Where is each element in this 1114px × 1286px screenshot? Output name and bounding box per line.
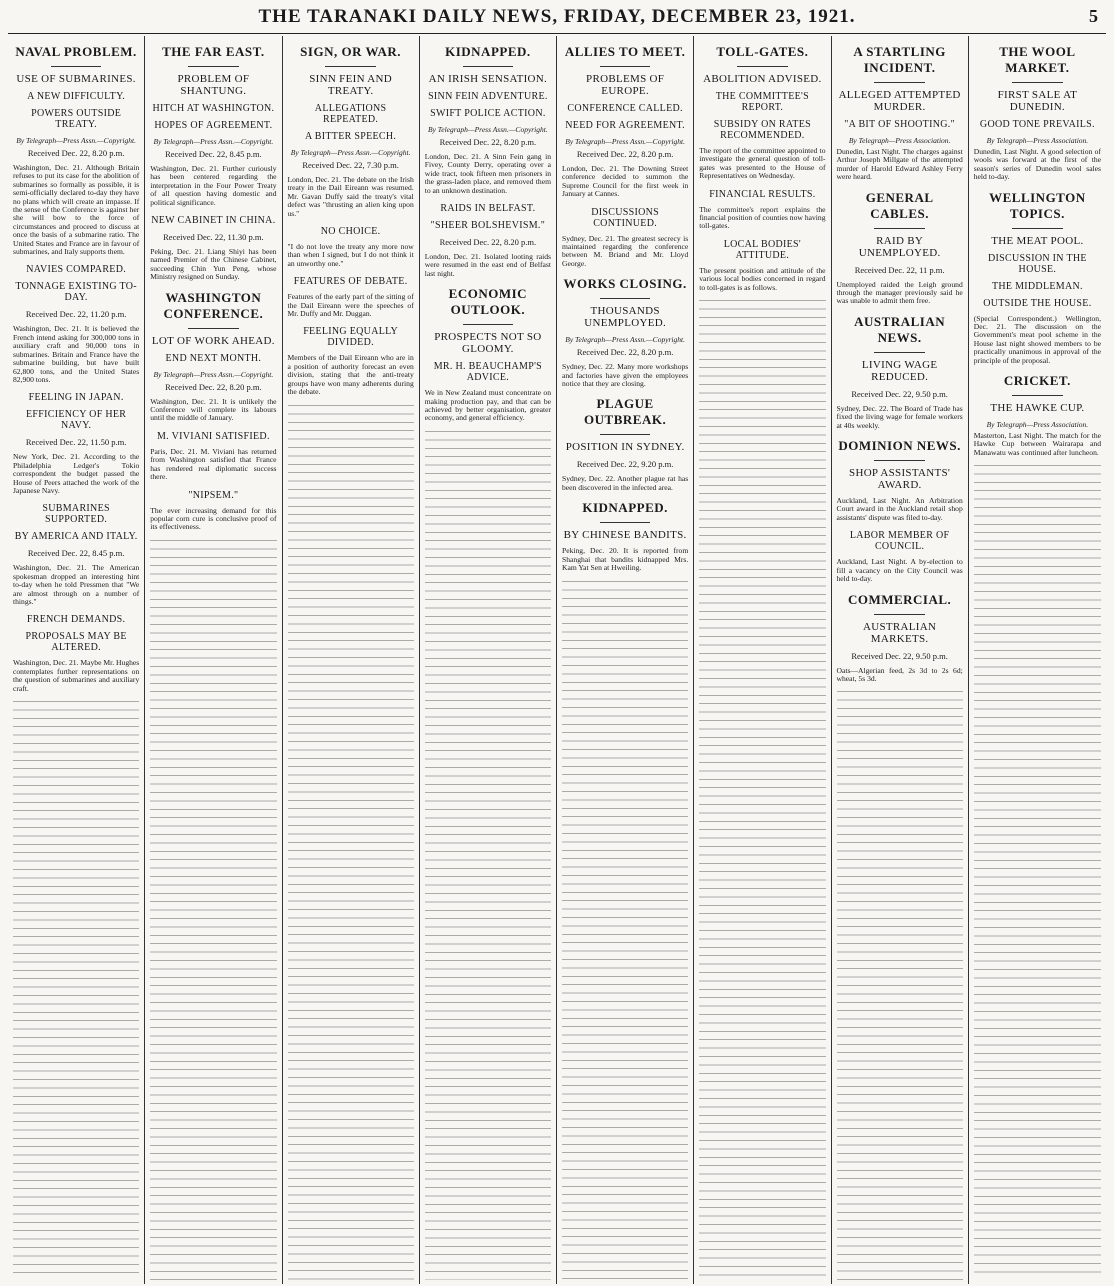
article-subheading: CONFERENCE CALLED.: [567, 103, 683, 114]
article-subheading: PROSPECTS NOT SO GLOOMY.: [434, 331, 542, 356]
article-subheading: FEELING EQUALLY DIVIDED.: [303, 326, 399, 349]
received-time: Received Dec. 22, 8.20 p.m.: [576, 347, 674, 358]
article-subheading: TONNAGE EXISTING TO-DAY.: [15, 281, 137, 304]
received-time: Received Dec. 22, 11 p.m.: [854, 264, 945, 275]
article-headline: ALLIES TO MEET.: [564, 44, 686, 59]
article-subheading: DISCUSSIONS CONTINUED.: [591, 206, 659, 229]
article-body: The committee's report explains the financial position of counties now having toll-gates.: [699, 204, 826, 231]
column-1: [8, 36, 145, 1284]
byline: By Telegraph—Press Assn.—Copyright.: [565, 137, 685, 146]
article-headline: SIGN, OR WAR.: [300, 44, 402, 59]
divider-rule: [874, 352, 925, 353]
article-body: London, Dec. 21. The Downing Street conference decided to summon the Supreme Council for the first week in January at Cannes.: [562, 164, 689, 199]
article-section: [562, 396, 688, 492]
article-subheading: SWIFT POLICE ACTION.: [430, 108, 546, 119]
article-headline: THE FAR EAST.: [162, 44, 265, 59]
column-text-lines: [425, 431, 551, 1280]
article-subheading: BY CHINESE BANDITS.: [563, 529, 687, 542]
article-section: [562, 500, 688, 572]
article-headline: ECONOMIC OUTLOOK.: [448, 286, 528, 318]
divider-rule: [874, 614, 925, 615]
columns-grid: [8, 36, 1106, 1284]
byline: By Telegraph—Press Association.: [986, 136, 1089, 145]
article-section: [837, 530, 963, 583]
article-subheading: GOOD TONE PREVAILS.: [979, 119, 1095, 130]
article-subheading: LOT OF WORK AHEAD.: [151, 334, 275, 347]
article-subheading: THE COMMITTEE'S REPORT.: [715, 91, 809, 113]
article-subheading: LOCAL BODIES' ATTITUDE.: [723, 238, 802, 261]
divider-rule: [325, 66, 376, 67]
column-3: [283, 36, 420, 1284]
article-body: Dunedin, Last Night. The charges against Arthur Joseph Millgate of the attempted murder of Harold Edward Ashley Ferry were heard.: [836, 147, 963, 182]
byline: By Telegraph—Press Assn.—Copyright.: [16, 136, 136, 145]
article-subheading: "NIPSEM.": [188, 489, 239, 501]
article-section: [288, 276, 414, 318]
article-subheading: SINN FEIN AND TREATY.: [309, 73, 392, 97]
byline: By Telegraph—Press Association.: [848, 136, 951, 145]
article-section: [13, 503, 139, 606]
article-section: [288, 326, 414, 396]
column-text-lines: [288, 405, 414, 1280]
article-section: [13, 392, 139, 495]
article-subheading: EFFICIENCY OF HER NAVY.: [25, 409, 127, 432]
article-body: Sydney, Dec. 22. Another plague rat has been discovered in the infected area.: [562, 474, 689, 492]
article-body: Sydney, Dec. 21. The greatest secrecy is maintained regarding the conference between M. Briand and Mr. Lloyd George.: [562, 233, 689, 268]
divider-rule: [1012, 395, 1063, 396]
divider-rule: [874, 82, 925, 83]
article-body: Features of the early part of the sitting of the Dail Eireann were the speeches of Mr. Duffy and Mr. Duggan.: [287, 292, 414, 319]
received-time: Received Dec. 22, 8.45 p.m.: [27, 548, 125, 559]
column-8: [969, 36, 1106, 1284]
received-time: Received Dec. 22, 11.20 p.m.: [25, 309, 127, 320]
article-section: [837, 314, 963, 430]
article-subheading: NAVIES COMPARED.: [26, 264, 127, 276]
article-section: [837, 592, 963, 684]
column-text-lines: [699, 300, 825, 1280]
article-body: London, Dec. 21. Isolated looting raids were resumed in the east end of Belfast last night.: [424, 252, 551, 278]
divider-rule: [1012, 82, 1063, 83]
article-subheading: A BITTER SPEECH.: [305, 131, 397, 142]
article-section: [150, 431, 276, 482]
article-section: [150, 490, 276, 532]
article-section: [974, 190, 1101, 365]
column-6: [694, 36, 831, 1284]
article-section: [425, 203, 551, 278]
article-section: [150, 44, 276, 207]
column-5: [557, 36, 694, 1284]
article-subheading: PROBLEMS OF EUROPE.: [586, 73, 665, 97]
article-headline: WASHINGTON CONFERENCE.: [163, 289, 264, 321]
divider-rule: [600, 298, 651, 299]
article-section: [562, 276, 688, 388]
article-section: [150, 290, 276, 423]
article-body: Dunedin, Last Night. A good selection of wools was forward at the first of the season's series of Dunedin wool sales held to-day.: [973, 147, 1101, 182]
article-body: The report of the committee appointed to investigate the general question of toll-gates was presented to the House of Representatives on Wednesday.: [699, 146, 826, 181]
article-subheading: DISCUSSION IN THE HOUSE.: [987, 252, 1087, 275]
divider-rule: [600, 66, 651, 67]
article-subheading: HITCH AT WASHINGTON.: [152, 103, 275, 114]
article-subheading: AN IRISH SENSATION.: [428, 73, 548, 85]
article-section: [699, 189, 825, 231]
article-subheading: SINN FEIN ADVENTURE.: [428, 91, 548, 102]
article-subheading: POSITION IN SYDNEY.: [565, 441, 685, 454]
article-headline: DOMINION NEWS.: [838, 438, 961, 454]
column-4: [420, 36, 557, 1284]
article-headline: COMMERCIAL.: [847, 591, 952, 607]
article-body: We in New Zealand must concentrate on making production pay, and that can be achieved by better organisation, greater economy, and general efficiency.: [424, 388, 551, 423]
article-headline: WORKS CLOSING.: [563, 276, 687, 292]
article-subheading: USE OF SUBMARINES.: [16, 73, 136, 85]
article-body: Sydney, Dec. 22. The Board of Trade has fixed the living wage for female workers at 40s weekly.: [836, 403, 963, 430]
article-section: [425, 286, 551, 423]
article-subheading: NEED FOR AGREEMENT.: [565, 120, 685, 131]
article-section: [13, 44, 139, 256]
article-subheading: PROBLEM OF SHANTUNG.: [177, 73, 250, 97]
article-subheading: LIVING WAGE REDUCED.: [861, 358, 938, 383]
article-headline: GENERAL CABLES.: [865, 189, 934, 221]
article-subheading: THE HAWKE CUP.: [990, 402, 1085, 415]
received-time: Received Dec. 22, 9.50 p.m.: [851, 388, 948, 399]
divider-rule: [874, 228, 925, 229]
received-time: Received Dec. 22, 11.30 p.m.: [163, 232, 264, 243]
article-section: [699, 44, 825, 181]
article-body: Washington, Dec. 21. Although Britain refuses to put its case for the abolition of submarines so formally as possible, it is semi-officially declared to-day they have no plans which will create an impasse. If the sense of the Conference is against her she will bow to the force of circumstances and proceed to discuss at once the basis of a submarine ratio. The United States and France are in favour of submarines, and Italy supports them.: [13, 163, 140, 257]
article-subheading: FINANCIAL RESULTS.: [709, 188, 816, 200]
article-section: [425, 44, 551, 195]
article-body: Washington, Dec. 21. Maybe Mr. Hughes contemplates further representations on the question of submarines and auxiliary craft.: [13, 658, 140, 693]
article-body: Sydney, Dec. 22. Many more workshops and factories have given the employees notice that they are closing.: [562, 362, 689, 389]
article-body: The present position and attitude of the various local bodies concerned in regard to toll-gates is as follows.: [699, 265, 826, 292]
article-section: [562, 207, 688, 269]
article-body: Peking, Dec. 20. It is reported from Shanghai that bandits kidnapped Mrs. Kam Yat Sen at Hweiling.: [562, 546, 689, 573]
divider-rule: [600, 434, 651, 435]
article-headline: WELLINGTON TOPICS.: [989, 189, 1086, 221]
article-section: [837, 190, 963, 306]
article-headline: KIDNAPPED.: [582, 500, 668, 516]
received-time: Received Dec. 22, 9.20 p.m.: [576, 459, 674, 470]
article-subheading: THE MEAT POOL.: [991, 234, 1084, 247]
column-text-lines: [150, 540, 276, 1280]
article-subheading: A NEW DIFFICULTY.: [27, 91, 126, 102]
article-body: Peking, Dec. 21. Liang Shiyi has been named Premier of the Chinese Cabinet, succeeding Chin Yun Peng, whose Ministry resigned on Sunday.: [150, 247, 277, 282]
article-body: Washington, Dec. 21. It is believed the French intend asking for 300,000 tons in auxiliary craft and 90,000 tons in submarines. Britain and France have the submarine building, but have built 62,800 tons, and the United States 82,900 tons.: [13, 324, 140, 384]
article-body: Washington, Dec. 21. The American spokesman dropped an interesting hint to-day when he told Pressmen that "We are almost through on a number of things.": [13, 563, 140, 606]
article-section: [837, 438, 963, 522]
byline: By Telegraph—Press Assn.—Copyright.: [153, 137, 274, 146]
article-subheading: MR. H. BEAUCHAMP'S ADVICE.: [433, 361, 543, 384]
received-time: Received Dec. 22, 8.20 p.m.: [27, 148, 125, 158]
article-body: Auckland, Last Night. A by-election to fill a vacancy on the City Council was held to-day.: [836, 557, 963, 584]
article-subheading: "A BIT OF SHOOTING.": [844, 119, 955, 130]
byline: By Telegraph—Press Assn.—Copyright.: [565, 335, 685, 345]
article-headline: A STARTLING INCIDENT.: [853, 44, 946, 75]
article-body: London, Dec. 21. The debate on the Irish treaty in the Dail Eireann was resumed. Mr. Gavan Duffy said the treaty's vital defect was "thrusting an alien king upon us.": [287, 175, 414, 218]
article-section: [288, 44, 414, 218]
article-body: Washington, Dec. 21. Further curiously has been centered regarding the interpretation in the Four Power Treaty of all question having domestic and political significance.: [150, 164, 277, 207]
article-body: "I do not love the treaty any more now than when I signed, but I do not think it an unworthy one.": [287, 242, 414, 268]
article-section: [974, 44, 1101, 182]
article-subheading: ABOLITION ADVISED.: [703, 73, 822, 85]
article-body: Washington, Dec. 21. It is unlikely the Conference will complete its labours until the middle of January.: [150, 396, 277, 423]
received-time: Received Dec. 22, 9.50 p.m.: [851, 650, 948, 661]
byline: By Telegraph—Press Assn.—Copyright.: [290, 148, 411, 157]
received-time: Received Dec. 22, 8.20 p.m.: [576, 149, 674, 159]
received-time: Received Dec. 22, 8.20 p.m.: [439, 137, 537, 147]
article-body: Unemployed raided the Leigh ground through the manager previously said he was unable to admit them free.: [836, 279, 963, 306]
article-subheading: END NEXT MONTH.: [165, 352, 262, 364]
article-subheading: SUBSIDY ON RATES RECOMMENDED.: [713, 119, 811, 141]
article-subheading: M. VIVIANI SATISFIED.: [156, 430, 270, 442]
article-body: Masterton, Last Night. The match for the Hawke Cup between Wairarapa and Manawatu was continued after luncheon.: [973, 431, 1101, 457]
article-subheading: RAID BY UNEMPLOYED.: [858, 234, 941, 259]
divider-rule: [737, 66, 788, 67]
article-section: [13, 264, 139, 384]
column-7: [832, 36, 969, 1284]
article-subheading: PROPOSALS MAY BE ALTERED.: [25, 631, 127, 654]
received-time: Received Dec. 22, 8.20 p.m.: [165, 381, 262, 392]
byline: By Telegraph—Press Assn.—Copyright.: [153, 369, 274, 379]
divider-rule: [1012, 228, 1063, 229]
article-subheading: FRENCH DEMANDS.: [26, 614, 126, 626]
byline: By Telegraph—Press Association.: [986, 420, 1089, 430]
article-body: Paris, Dec. 21. M. Viviani has returned from Washington satisfied that France has rendered real diplomatic success there.: [150, 446, 277, 482]
divider-rule: [188, 66, 239, 67]
article-subheading: LABOR MEMBER OF COUNCIL.: [849, 530, 950, 553]
article-subheading: FIRST SALE AT DUNEDIN.: [997, 89, 1078, 113]
article-subheading: OUTSIDE THE HOUSE.: [983, 297, 1092, 309]
article-subheading: "SHEER BOLSHEVISM.": [430, 220, 546, 232]
article-section: [288, 226, 414, 268]
received-time: Received Dec. 22, 8.20 p.m.: [439, 237, 537, 248]
masthead-title: THE TARANAKI DAILY NEWS, FRIDAY, DECEMBER 23, 1921.: [258, 6, 856, 27]
article-subheading: POWERS OUTSIDE TREATY.: [31, 108, 122, 130]
article-body: London, Dec. 21. A Sinn Fein gang in Fivey, County Derry, operating over a wide tract, took fifteen men prisoners in the grass-laden place, and removed them to an unknown destination.: [424, 152, 551, 195]
article-body: Auckland, Last Night. An Arbitration Court award in the Auckland retail shop assistants' dispute was filed to-day.: [836, 496, 963, 522]
article-body: The ever increasing demand for this popular corn cure is conclusive proof of its effectiveness.: [150, 505, 277, 532]
column-text-lines: [974, 465, 1101, 1280]
article-section: [562, 44, 688, 199]
article-body: (Special Correspondent.) Wellington, Dec. 21. The discussion on the Government's meat pool scheme in the House last night showed members to be practically unanimous in approval of the principle of the proposal.: [973, 313, 1101, 365]
article-section: [837, 44, 963, 182]
received-time: Received Dec. 22, 7.30 p.m.: [302, 160, 399, 170]
article-headline: NAVAL PROBLEM.: [15, 44, 137, 59]
article-headline: TOLL-GATES.: [716, 44, 809, 59]
divider-rule: [188, 328, 239, 329]
divider-rule: [463, 66, 514, 67]
article-body: Members of the Dail Eireann who are in a position of authority forecast an even division, stating that the anti-treaty groups have won many adherents during the debate.: [287, 353, 414, 397]
article-section: [13, 614, 139, 693]
masthead: [8, 0, 1106, 34]
divider-rule: [600, 522, 651, 523]
column-text-lines: [13, 701, 139, 1280]
article-headline: THE WOOL MARKET.: [999, 44, 1076, 75]
column-text-lines: [837, 691, 963, 1280]
article-headline: AUSTRALIAN NEWS.: [854, 313, 946, 345]
divider-rule: [51, 66, 102, 67]
article-subheading: FEELING IN JAPAN.: [28, 392, 124, 404]
article-subheading: SHOP ASSISTANTS' AWARD.: [849, 467, 951, 492]
article-subheading: RAIDS IN BELFAST.: [440, 203, 536, 215]
article-subheading: FEATURES OF DEBATE.: [293, 276, 408, 288]
received-time: Received Dec. 22, 11.50 p.m.: [25, 437, 127, 448]
article-subheading: NO CHOICE.: [320, 226, 381, 238]
article-headline: PLAGUE OUTBREAK.: [584, 396, 667, 428]
byline: By Telegraph—Press Assn.—Copyright.: [428, 125, 548, 134]
article-body: New York, Dec. 21. According to the Philadelphia Ledger's Tokio correspondent the budget passed the House of Peers attached the work of the Japanese Navy.: [13, 452, 140, 495]
page-number: 5: [1089, 6, 1098, 26]
divider-rule: [463, 324, 514, 325]
column-text-lines: [562, 581, 688, 1280]
article-subheading: BY AMERICA AND ITALY.: [14, 531, 138, 543]
article-subheading: NEW CABINET IN CHINA.: [151, 215, 276, 227]
article-subheading: AUSTRALIAN MARKETS.: [862, 620, 937, 645]
article-section: [974, 373, 1101, 457]
article-body: Oats—Algerian feed, 2s 3d to 2s 6d; wheat, 5s 3d.: [836, 665, 963, 683]
article-section: [699, 239, 825, 292]
article-headline: CRICKET.: [1003, 373, 1071, 389]
article-subheading: THE MIDDLEMAN.: [991, 280, 1083, 292]
received-time: Received Dec. 22, 8.45 p.m.: [165, 149, 262, 159]
article-subheading: SUBMARINES SUPPORTED.: [42, 503, 110, 526]
article-subheading: THOUSANDS UNEMPLOYED.: [584, 305, 667, 330]
divider-rule: [874, 460, 925, 461]
article-headline: KIDNAPPED.: [445, 44, 531, 59]
column-2: [145, 36, 282, 1284]
article-section: [150, 215, 276, 282]
article-subheading: ALLEGATIONS REPEATED.: [314, 103, 387, 125]
article-subheading: HOPES OF AGREEMENT.: [154, 120, 273, 131]
article-subheading: ALLEGED ATTEMPTED MURDER.: [838, 89, 961, 113]
